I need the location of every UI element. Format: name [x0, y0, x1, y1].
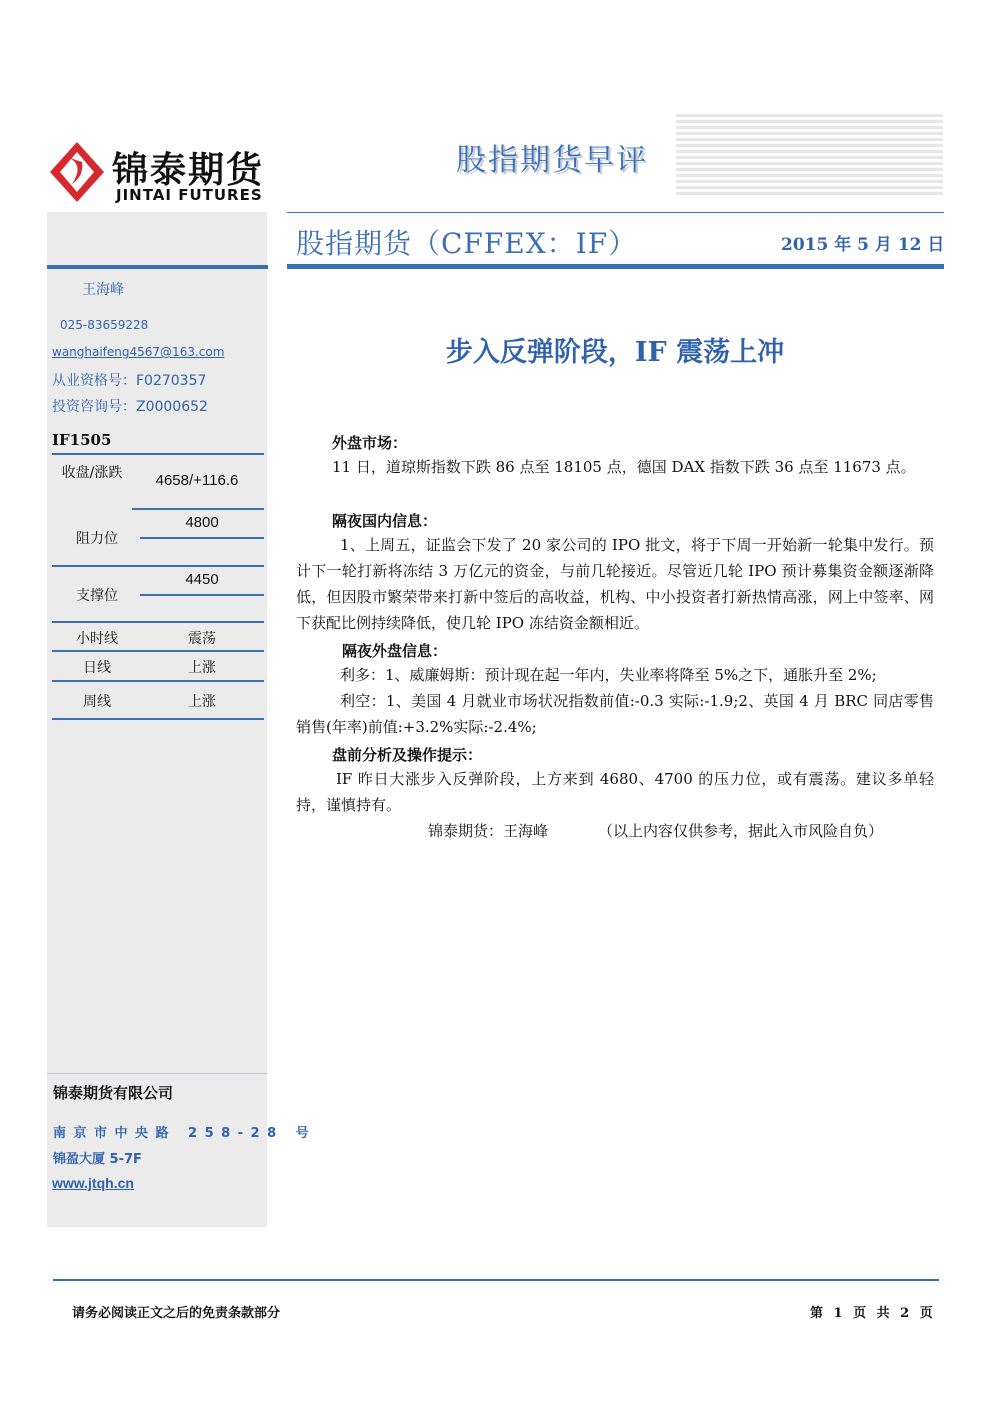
- table-label-daily: 日线: [83, 660, 111, 676]
- analyst-email[interactable]: wanghaifeng4567@163.com: [52, 345, 225, 359]
- table-rule: [52, 621, 264, 623]
- logo-english: JINTAI FUTURES: [116, 186, 263, 204]
- table-rule: [132, 508, 264, 510]
- company-address-line2: 锦盈大厦 5-7F: [53, 1152, 142, 1167]
- report-subtitle: 股指期货（CFFEX：IF）: [296, 227, 638, 260]
- table-rule: [52, 650, 264, 652]
- table-label-support: 支撑位: [76, 588, 118, 604]
- header-bottom-rule: [287, 264, 944, 269]
- analyst-name: 王海峰: [82, 282, 124, 298]
- section-title-analysis: 盘前分析及操作提示：: [332, 746, 483, 764]
- table-value-weekly: 上涨: [188, 694, 216, 710]
- report-date: 2015 年 5 月 12 日: [781, 235, 945, 255]
- disclaimer-note: （以上内容仅供参考，据此入市风险自负）: [598, 822, 884, 840]
- table-rule: [140, 537, 264, 539]
- consulting-number: 投资咨询号：Z0000652: [52, 399, 208, 415]
- sidebar-top-rule: [47, 265, 268, 269]
- table-value-close: 4658/+116.6: [155, 472, 239, 489]
- paragraph-foreign-bear: 利空：1、美国 4 月就业市场状况指数前值:-0.3 实际:-1.9;2、英国 4 月 BRC 同店零售销售(年率)前值:+3.2%实际:-2.4%;: [296, 692, 934, 736]
- section-title-domestic: 隔夜国内信息：: [332, 512, 438, 530]
- table-rule: [52, 718, 264, 720]
- qualification-number: 从业资格号：F0270357: [52, 373, 207, 389]
- paragraph-domestic: 1、上周五，证监会下发了 20 家公司的 IPO 批文，将于下周一开始新一轮集中发行。预计下一轮打新将冻结 3 万亿元的资金，与前几轮接近。尽管近几轮 IPO 预计募集资金额逐渐降低，但因股市繁荣带来打新中签后的高收益，机构、中小投资者打新热情高涨，网上中签率、网下获配比例持续降低，使几轮 IPO 冻结资金额相近。: [296, 536, 934, 632]
- table-value-hourly: 震荡: [188, 631, 216, 647]
- footer-page-number: 第 1 页 共 2 页: [810, 1306, 933, 1321]
- footer-rule: [53, 1279, 939, 1281]
- section-title-overseas: 外盘市场：: [332, 434, 408, 452]
- company-name: 锦泰期货有限公司: [53, 1084, 174, 1102]
- section-title-foreign: 隔夜外盘信息：: [342, 642, 448, 660]
- table-rule: [52, 453, 264, 455]
- contract-code: IF1505: [52, 431, 112, 449]
- table-label-resistance: 阻力位: [76, 531, 118, 547]
- signature: 锦泰期货：王海峰: [428, 822, 549, 840]
- report-title: 股指期货早评: [456, 143, 648, 178]
- header-top-rule: [287, 212, 944, 213]
- paragraph-analysis: IF 昨日大涨步入反弹阶段，上方来到 4680、4700 的压力位，或有震荡。建议多单轻持，谨慎持有。: [296, 770, 934, 814]
- table-rule: [52, 565, 264, 567]
- headline: 步入反弹阶段，IF 震荡上冲: [445, 337, 785, 368]
- company-website[interactable]: www.jtqh.cn: [52, 1175, 134, 1191]
- company-address-line1: 南京市中央路 258-28 号: [53, 1126, 317, 1141]
- table-label-close: 收盘/涨跌: [61, 465, 123, 481]
- paragraph-overseas: 11 日，道琼斯指数下跌 86 点至 18105 点，德国 DAX 指数下跌 36 点至 11673 点。: [332, 458, 916, 476]
- jintai-logo-icon: [48, 140, 106, 204]
- table-label-hourly: 小时线: [76, 631, 118, 647]
- sidebar-separator: [47, 1073, 267, 1074]
- footer-disclaimer: 请务必阅读正文之后的免责条款部分: [72, 1306, 281, 1321]
- title-stripes: [676, 114, 943, 198]
- table-value-daily: 上涨: [188, 660, 216, 676]
- paragraph-foreign-bull: 利多：1、威廉姆斯：预计现在起一年内，失业率将降至 5%之下，通胀升至 2%;: [340, 666, 877, 684]
- table-rule: [140, 594, 264, 596]
- analyst-phone: 025-83659228: [60, 318, 149, 332]
- table-rule: [52, 680, 264, 682]
- table-label-weekly: 周线: [83, 694, 111, 710]
- table-value-resistance: 4800: [185, 514, 219, 531]
- table-value-support: 4450: [185, 571, 219, 588]
- logo-chinese: 锦泰期货: [112, 150, 265, 191]
